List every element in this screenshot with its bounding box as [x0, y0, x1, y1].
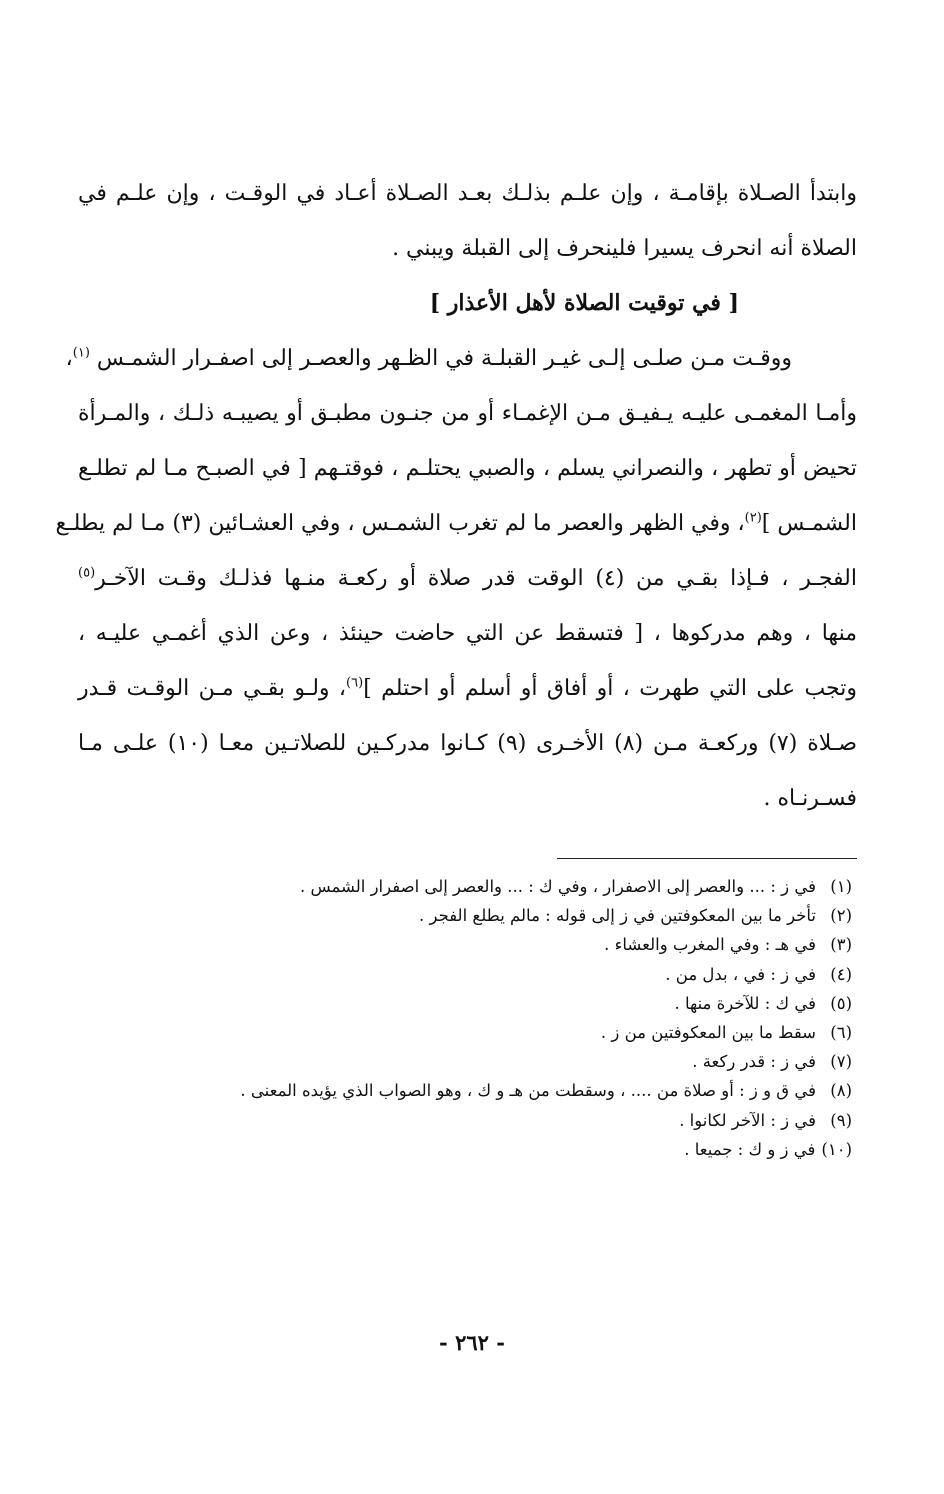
text-line	[78, 661, 857, 716]
text-line: وابتدأ الصـلاة بإقامـة ، وإن علـم بذلـك بعـد الصـلاة أعـاد في الوقـت ، وإن علـم في	[78, 181, 857, 206]
footnote-text: في ز : قدر ركعة .	[692, 1052, 816, 1072]
line-tail: ،	[65, 346, 73, 371]
text-line	[78, 771, 857, 826]
line-text: منها ، وهم مدركوها ، [ فتسقط عن التي حاضت حينئذ ، وعن الذي أغمـي عليـه ،	[78, 621, 857, 646]
footnote-number: (٣)	[830, 935, 852, 955]
line-text: فسـرنـاه .	[763, 786, 857, 811]
footnote-item	[78, 1076, 852, 1105]
line-text: صـلاة (٧) وركعـة مـن (٨) الأخـرى (٩) كـانوا مدركـين للصلاتـين معـا (١٠) علـى مـا	[78, 731, 857, 756]
text-line: الصلاة أنه انحرف يسيرا فلينحرف إلى القبلة ويبني .	[392, 236, 857, 261]
footnote-ref: (٥)	[78, 565, 96, 581]
footnote-number: (٥)	[830, 993, 852, 1013]
footnote-separator	[557, 858, 857, 859]
text-line	[78, 551, 857, 606]
footnote-number: (٦)	[830, 1022, 852, 1042]
footnote-item	[78, 1106, 852, 1135]
page-number: - ٢٦٢ -	[439, 1330, 505, 1355]
text-line	[78, 606, 857, 661]
footnote-ref: (٢)	[744, 510, 762, 526]
footnote-item	[78, 1047, 852, 1076]
footnote-item	[78, 901, 852, 930]
footnote-text: في ز و ك : جميعا .	[684, 1139, 816, 1159]
line-text: الفجـر ، فـإذا بقـي من (٤) الوقت قدر صلاة أو ركعـة منـها فذلـك وقـت الآخـر	[95, 566, 857, 591]
footnote-text: تأخر ما بين المعكوفتين في ز إلى قوله : مالم يطلع الفجر .	[418, 906, 816, 926]
footnote-text: في ز : الآخر لكانوا .	[679, 1110, 816, 1130]
footnote-text: في هـ : وفي المغرب والعشاء .	[604, 935, 816, 955]
footnote-item	[78, 960, 852, 989]
line-text: وأمـا المغمـى عليـه يـفيـق مـن الإغمـاء أو من جنـون مطبـق أو يصيبـه ذلـك ، والمـرأة	[78, 401, 857, 426]
section-heading: [ في توقيت الصلاة لأهل الأعذار ]	[429, 290, 739, 316]
line-text: ووقـت مـن صلـى إلـى غيـر القبلـة في الظـهر والعصـر إلى اصفـرار الشمـس	[89, 346, 792, 371]
footnote-item	[78, 1018, 852, 1047]
footnotes-list	[78, 872, 852, 1164]
line-tail: ، ولـو بقـي مـن الوقـت قـدر	[78, 676, 347, 701]
main-text	[55, 166, 858, 826]
footnote-text: في ز : ... والعصر إلى الاصفرار ، وفي ك : ... والعصر إلى اصفرار الشمس .	[299, 877, 816, 896]
footnote-item	[78, 1135, 852, 1164]
footnote-item	[78, 930, 852, 959]
line-text: الشمـس ]	[761, 511, 857, 536]
text-line	[78, 386, 857, 441]
text-line	[55, 496, 857, 551]
footnote-number: (١٠)	[821, 1139, 852, 1159]
text-line	[65, 331, 857, 386]
footnote-text: في ق و ز : أو صلاة من .... ، وسقطت من هـ و ك ، وهو الصواب الذي يؤيده المعنى .	[240, 1081, 816, 1101]
text-line	[78, 441, 857, 496]
line-text: تحيض أو تطهر ، والنصراني يسلم ، والصبي يحتلـم ، فوقتـهم [ في الصبـح مـا لم تطلـع	[78, 456, 857, 481]
footnote-text: في ز : في ، بدل من .	[665, 964, 816, 984]
footnote-number: (٧)	[830, 1052, 852, 1072]
footnote-text: في ك : للآخرة منها .	[674, 993, 816, 1013]
footnote-item	[78, 872, 852, 901]
footnote-number: (٢)	[830, 906, 852, 926]
line-text: وتجب على التي طهرت ، أو أفاق أو أسلم أو احتلم ]	[363, 676, 858, 701]
footnote-number: (٤)	[830, 964, 852, 984]
footnote-text: سقط ما بين المعكوفتين من ز .	[600, 1022, 816, 1042]
line-tail: ، وفي الظهر والعصر ما لم تغرب الشمـس ، وفي العشـائين (٣) مـا لم يطلـع	[55, 511, 745, 536]
footnote-number: (١)	[830, 877, 852, 896]
footnote-ref: (٦)	[346, 675, 364, 691]
text-line	[78, 716, 857, 771]
footnote-number: (٨)	[830, 1081, 852, 1101]
footnote-number: (٩)	[830, 1110, 852, 1130]
footnote-ref: (١)	[72, 345, 90, 361]
footnote-item	[78, 989, 852, 1018]
